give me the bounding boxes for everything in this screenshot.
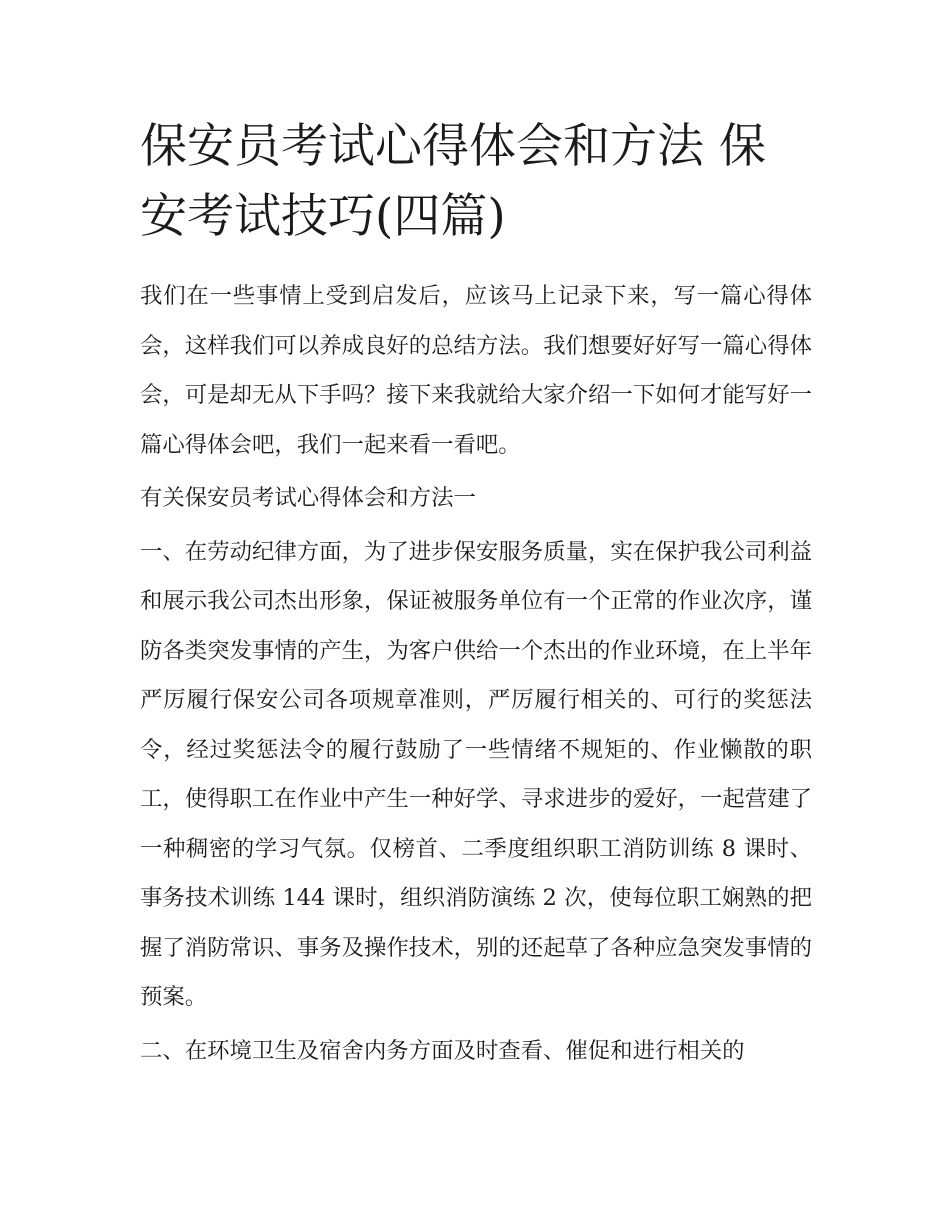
section-heading: 有关保安员考试心得体会和方法一 — [140, 485, 476, 511]
body-paragraph-1: 一、在劳动纪律方面，为了进步保安服务质量，实在保护我公司利益和展示我公司杰出形象，保证被服务单位有一个正常的作业次序，谨防各类突发事情的产生，为客户供给一个杰出的作业环境，在上半年严厉履行保安公司各项规章准则，严厉履行相关的、可行的奖惩法令，经过奖惩法令的履行鼓励了一些情绪不规矩的、作业懒散的职工，使得职工在作业中产生一种好学、寻求进步的爱好，一起营建了一种稠密的学习气氛。仅榜首、二季度组织职工消防训练 8 课时、事务技术训练 144 课时，组织消防演练 2 次，使每位职工娴熟的把握了消防常识、事务及操作技术，别的还起草了各种应急突发事情的预案。 — [140, 538, 812, 1010]
body-paragraph-2: 二、在环境卫生及宿舍内务方面及时查看、催促和进行相关的 — [140, 1037, 745, 1064]
document-page — [140, 112, 812, 1076]
intro-paragraph: 我们在一些事情上受到启发后，应该马上记录下来，写一篇心得体会，这样我们可以养成良好的总结方法。我们想要好好写一篇心得体会，可是却无从下手吗？接下来我就给大家介绍一下如何才能写好一篇心得体会吧，我们一起来看一看吧。 — [140, 283, 812, 458]
document-title: 保安员考试心得体会和方法 保安考试技巧(四篇) — [140, 119, 766, 244]
